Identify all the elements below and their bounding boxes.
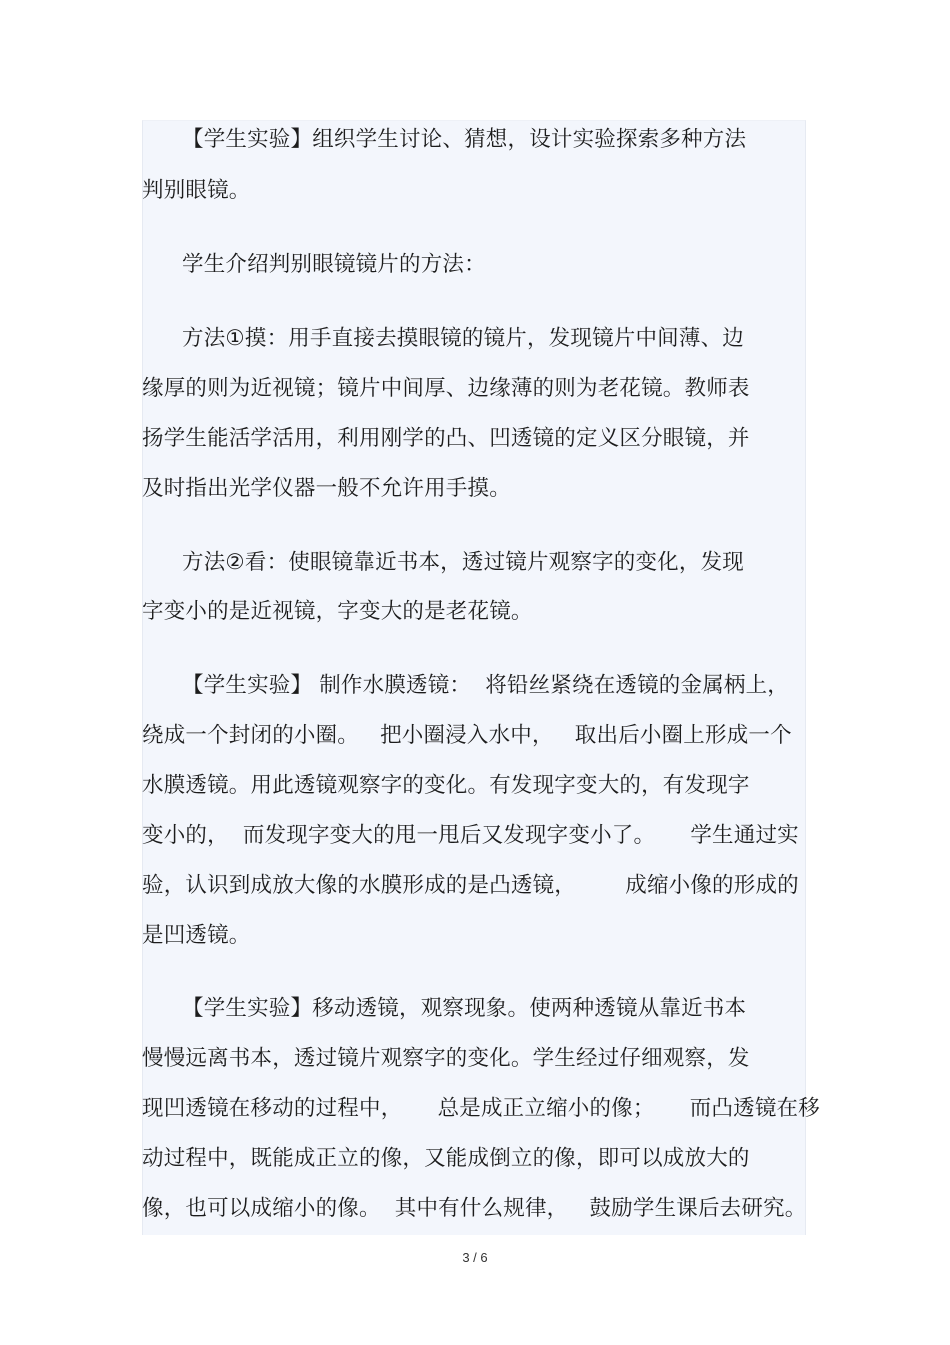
text-line: 绕成一个封闭的小圈。 把小圈浸入水中， 取出后小圈上形成一个 <box>142 723 792 748</box>
text-line: 学生介绍判别眼镜镜片的方法： <box>182 252 486 277</box>
text-line: 验，认识到成放大像的水膜形成的是凸透镜， 成缩小像的形成的 <box>142 873 799 898</box>
text-line: 像，也可以成缩小的像。 其中有什么规律， 鼓励学生课后去研究。 <box>142 1196 807 1221</box>
text-line: 变小的， 而发现字变大的甩一甩后又发现字变小了。 学生通过实 <box>142 823 799 848</box>
text-line: 【学生实验】组织学生讨论、猜想，设计实验探索多种方法 <box>182 127 747 152</box>
text-line: 扬学生能活学活用，利用刚学的凸、凹透镜的定义区分眼镜，并 <box>142 426 750 451</box>
text-line: 缘厚的则为近视镜；镜片中间厚、边缘薄的则为老花镜。教师表 <box>142 376 750 401</box>
text-line: 是凹透镜。 <box>142 923 251 948</box>
page-number: 3 / 6 <box>462 1250 488 1265</box>
text-line: 判别眼镜。 <box>142 178 251 203</box>
text-line: 现凹透镜在移动的过程中， 总是成正立缩小的像； 而凸透镜在移 <box>142 1096 820 1121</box>
text-line: 【学生实验】 制作水膜透镜： 将铅丝紧绕在透镜的金属柄上， <box>182 673 790 698</box>
text-line: 及时指出光学仪器一般不允许用手摸。 <box>142 476 511 501</box>
text-line: 方法②看：使眼镜靠近书本，透过镜片观察字的变化，发现 <box>182 550 744 575</box>
text-line: 方法①摸：用手直接去摸眼镜的镜片，发现镜片中间薄、边 <box>182 326 744 351</box>
text-line: 水膜透镜。用此透镜观察字的变化。有发现字变大的，有发现字 <box>142 773 750 798</box>
text-line: 【学生实验】移动透镜，观察现象。使两种透镜从靠近书本 <box>182 996 747 1021</box>
text-line: 字变小的是近视镜，字变大的是老花镜。 <box>142 599 533 624</box>
text-line: 动过程中，既能成正立的像，又能成倒立的像，即可以成放大的 <box>142 1146 750 1171</box>
text-line: 慢慢远离书本，透过镜片观察字的变化。学生经过仔细观察，发 <box>142 1046 750 1071</box>
